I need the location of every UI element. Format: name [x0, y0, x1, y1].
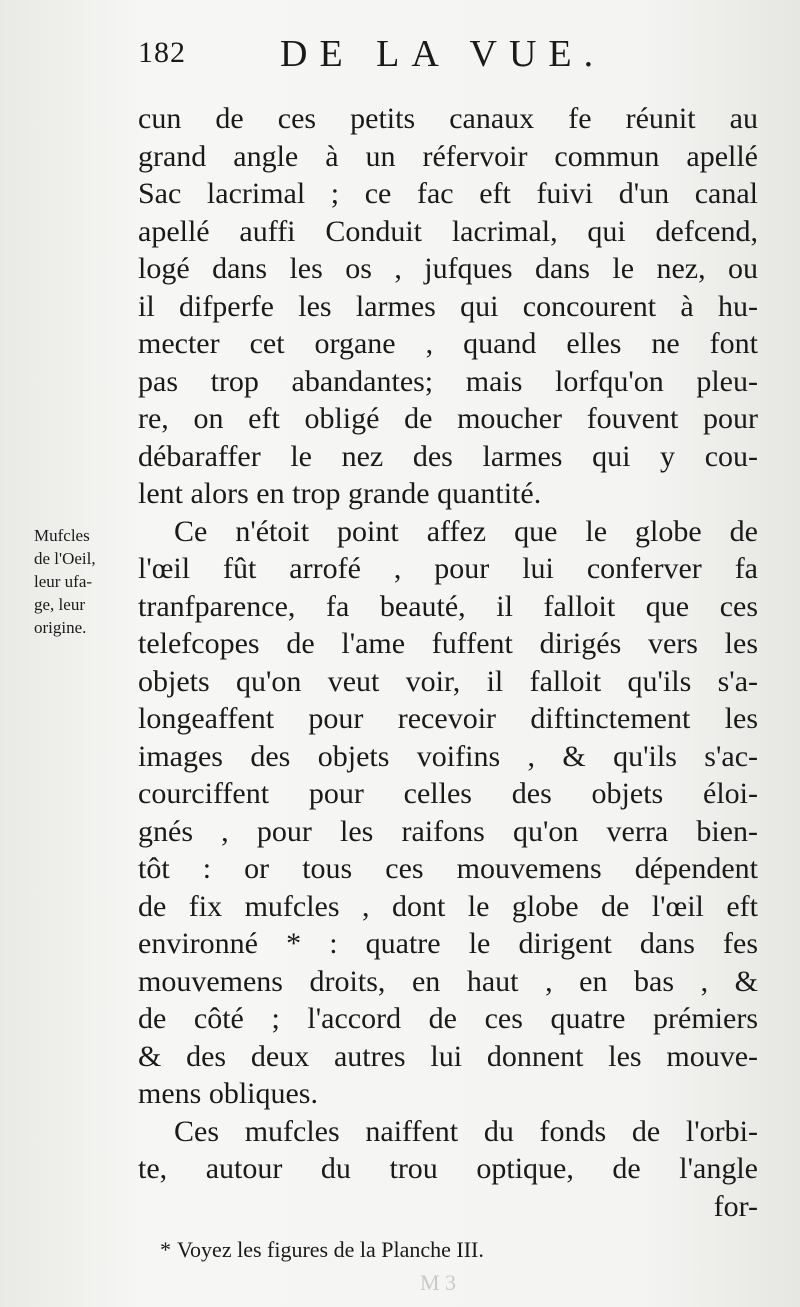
text-line: Sac lacrimal ; ce fac eft fuivi d'un canal [138, 177, 758, 210]
text-line: gnés , pour les raifons qu'on verra bien- [138, 814, 758, 848]
text-line: Ce n'étoit point affez que le globe de [174, 514, 758, 548]
margin-note-line: de l'Oeil, [34, 549, 96, 568]
text-line: & des deux autres lui donnent les mouve- [138, 1039, 758, 1073]
margin-note-line: ge, leur [34, 595, 85, 614]
text-line: te, autour du trou optique, de l'angle [138, 1152, 758, 1185]
text-line: objets qu'on veut voir, il falloit qu'ils s'a- [138, 664, 758, 698]
margin-note-line: leur ufa- [34, 572, 93, 591]
text-line: il difperfe les larmes qui concourent à hu- [138, 289, 758, 323]
text-line: logé dans les os , jufques dans le nez, ou [138, 252, 758, 285]
text-line: débaraffer le nez des larmes qui y cou- [138, 439, 758, 473]
text-line: mens obliques. [138, 1077, 318, 1110]
signature-mark: M 3 [420, 1270, 457, 1295]
text-line: pas trop abandantes; mais lorfqu'on pleu- [138, 364, 758, 398]
text-line: Ces mufcles naiffent du fonds de l'orbi- [174, 1114, 758, 1148]
body-text [138, 100, 758, 1225]
text-line: grand angle à un réfervoir commun apellé [138, 139, 758, 173]
text-line: mouvemens droits, en haut , en bas , & [138, 964, 758, 998]
margin-note-line: Mufcles [34, 526, 90, 545]
text-line: courciffent pour celles des objets éloi- [138, 777, 758, 810]
text-line: lent alors en trop grande quantité. [138, 477, 542, 510]
text-line: mecter cet organe , quand elles ne font [138, 327, 758, 360]
text-line: de fix mufcles , dont le globe de l'œil eft [138, 889, 758, 923]
footnote [160, 1236, 760, 1264]
text-line: environné * : quatre le dirigent dans fes [138, 927, 758, 960]
footnote-text: Voyez les figures de la Planche III. [177, 1237, 484, 1262]
text-line: tôt : or tous ces mouvemens dépendent [138, 852, 758, 885]
page-number: 182 [138, 36, 186, 69]
text-line: apellé auffi Conduit lacrimal, qui defcend, [138, 214, 758, 248]
text-line: l'œil fût arrofé , pour lui conferver fa [138, 552, 758, 585]
running-head: DE LA VUE. [280, 33, 606, 75]
margin-note [34, 524, 134, 639]
text-line: cun de ces petits canaux fe réunit au [138, 102, 758, 135]
text-line: re, on eft obligé de moucher fouvent pour [138, 402, 758, 435]
text-line: de côté ; l'accord de ces quatre prémiers [138, 1002, 758, 1035]
footnote-mark: * [160, 1237, 171, 1262]
catchword: for- [713, 1189, 758, 1223]
text-line: tranfparence, fa beauté, il falloit que ces [138, 589, 758, 623]
text-line: images des objets voifins , & qu'ils s'ac- [138, 739, 758, 773]
page-header [138, 30, 758, 80]
margin-note-line: origine. [34, 618, 87, 637]
text-line: telefcopes de l'ame fuffent dirigés vers les [138, 627, 758, 660]
text-line: longeaffent pour recevoir diftinctement les [138, 702, 758, 735]
